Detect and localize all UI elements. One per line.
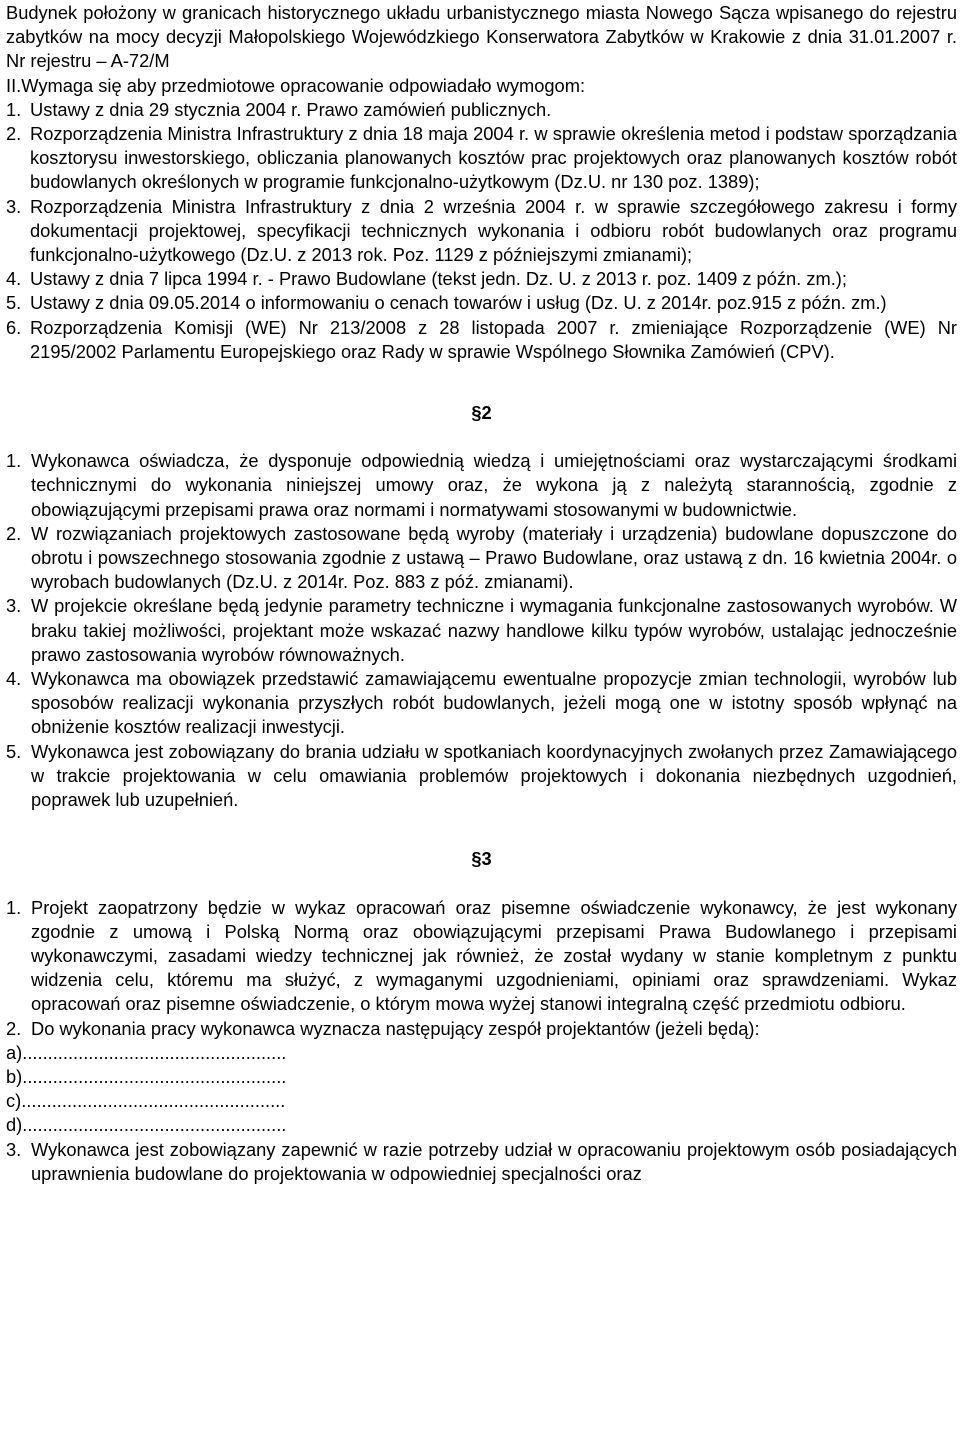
item-number: 1. <box>6 896 22 918</box>
section-heading-3: §3 <box>471 848 492 870</box>
intro-paragraph: Budynek położony w granicach historycznego układu urbanistycznego miasta Nowego Sącza wpisanego do rejestru zabytków na mocy decyzji Małopolskiego Wojewódzkiego Konserwatora Zabytków w Krakowie z dnia 31.01.2007 r. Nr rejestru – A-72/M <box>6 2 957 72</box>
item-number: 6. <box>6 316 22 338</box>
list-item <box>6 195 957 268</box>
item-number: 1. <box>6 450 22 472</box>
list-item <box>6 740 957 813</box>
spacer <box>6 364 957 401</box>
item-text: Ustawy z dnia 29 stycznia 2004 r. Prawo zamówień publicznych. <box>30 98 552 120</box>
item-text: Rozporządzenia Komisji (WE) Nr 213/2008 z 28 listopada 2007 r. zmieniające Rozporządzenie (WE) Nr 2195/2002 Parlamentu Europejskiego oraz Rady w sprawie Wspólnego Słownika Zamówień (CPV). <box>30 316 957 362</box>
list-item <box>6 1138 957 1186</box>
list-item <box>6 291 957 315</box>
section-ii-heading: II.Wymaga się aby przedmiotowe opracowanie odpowiadało wymogom: <box>6 74 586 96</box>
item-text: Rozporządzenia Ministra Infrastruktury z dnia 2 września 2004 r. w sprawie szczegółowego zakresu i formy dokumentacji projektowej, specyfikacji technicznych wykonania i odbioru robót budowlanych oraz programu funkcjonalno-użytkowego (Dz.U. z 2013 rok. Poz. 1129 z późniejszymi zmianami); <box>30 195 957 266</box>
designer-blank-c: c).................................................... <box>6 1090 286 1112</box>
item-number: 3. <box>6 195 22 217</box>
item-text: Wykonawca jest zobowiązany zapewnić w razie potrzeby udział w opracowaniu projektowym osób posiadających uprawnienia budowlane do projektowania w odpowiedniej specjalności oraz <box>31 1138 957 1184</box>
item-number: 2. <box>6 123 22 145</box>
list-item <box>6 594 957 667</box>
item-text: W rozwiązaniach projektowych zastosowane będą wyroby (materiały i urządzenia) budowlane dopuszczone do obrotu i powszechnego stosowania zgodnie z ustawą – Prawo Budowlane, oraz ustawą z dn. 16 kwietnia 2004r. o wyrobach budowlanych (Dz.U. z 2014r. Poz. 883 z póź. zmianami). <box>31 522 957 593</box>
list-item <box>6 267 957 291</box>
list-item <box>6 449 957 522</box>
spacer <box>6 812 957 847</box>
designer-blank-a: a).................................................... <box>6 1041 287 1063</box>
item-number: 1. <box>6 98 22 120</box>
spacer <box>6 425 957 449</box>
item-number: 5. <box>6 292 22 314</box>
item-text: Rozporządzenia Ministra Infrastruktury z dnia 18 maja 2004 r. w sprawie określenia metod i podstaw sporządzania kosztorysu inwestorskiego, obliczania planowanych kosztów prac projektowych oraz planowanych kosztów robót budowlanych określonych w programie funkcjonalno-użytkowym (Dz.U. nr 130 poz. 1389); <box>30 123 957 193</box>
list-item <box>6 896 957 1017</box>
designer-blank-b: b).................................................... <box>6 1065 287 1087</box>
item-number: 3. <box>6 1138 22 1160</box>
item-text: Ustawy z dnia 09.05.2014 o informowaniu o cenach towarów i usług (Dz. U. z 2014r. poz.915 z późn. zm.) <box>30 292 887 314</box>
item-text: Do wykonania pracy wykonawca wyznacza następujący zespół projektantów (jeżeli będą): <box>31 1017 760 1039</box>
item-number: 3. <box>6 595 22 617</box>
list-item <box>6 522 957 595</box>
list-item <box>6 667 957 740</box>
list-item <box>6 122 957 195</box>
item-number: 4. <box>6 268 22 290</box>
item-number: 4. <box>6 668 22 690</box>
item-number: 5. <box>6 740 22 762</box>
item-text: Ustawy z dnia 7 lipca 1994 r. - Prawo Budowlane (tekst jedn. Dz. U. z 2013 r. poz. 1409 z późn. zm.); <box>30 268 847 290</box>
item-text: W projekcie określane będą jedynie parametry techniczne i wymagania funkcjonalne zastosowanych wyrobów. W braku takiej możliwości, projektant może wskazać nazwy handlowe kilku typów wyrobów, ustalając jednocześnie prawo zastosowania wyrobów równoważnych. <box>31 595 957 665</box>
spacer <box>6 872 957 896</box>
list-item <box>6 316 957 364</box>
item-number: 2. <box>6 522 22 544</box>
designer-blank-d: d).................................................... <box>6 1114 287 1136</box>
section-heading-2: §2 <box>471 402 492 424</box>
item-text: Wykonawca ma obowiązek przedstawić zamawiającemu ewentualne propozycje zmian technologii, wyrobów lub sposobów realizacji wykonania przyszłych robót budowlanych, jeżeli mogą one w istotny sposób wpłynąć na obniżenie kosztów realizacji inwestycji. <box>31 668 957 738</box>
item-text: Wykonawca jest zobowiązany do brania udziału w spotkaniach koordynacyjnych zwołanych przez Zamawiającego w trakcie projektowania w celu omawiania problemów projektowych i dokonania niezbędnych uzgodnień, poprawek lub uzupełnień. <box>31 740 957 811</box>
item-text: Projekt zaopatrzony będzie w wykaz opracowań oraz pisemne oświadczenie wykonawcy, że jest wykonany zgodnie z umową i Polską Normą oraz obowiązującymi przepisami Prawa Budowlanego i przepisami wykonawczymi, zasadami wiedzy technicznej jak również, że został wydany w stanie kompletnym z punktu widzenia celu, któremu ma służyć, z wymaganymi uzgodnieniami, opiniami oraz sprawdzeniami. Wykaz opracowań oraz pisemne oświadczenie, o którym mowa wyżej stanowi integralną część przedmiotu odbioru. <box>31 896 957 1015</box>
item-number: 2. <box>6 1017 22 1039</box>
item-text: Wykonawca oświadcza, że dysponuje odpowiednią wiedzą i umiejętnościami oraz wystarczającymi środkami technicznymi do wykonania niniejszej umowy oraz, że wykona ją z należytą starannością, zgodnie z obowiązującymi przepisami prawa oraz normami i normatywami stosowanymi w budownictwie. <box>31 450 957 520</box>
list-item <box>6 98 957 122</box>
list-item <box>6 1017 957 1041</box>
